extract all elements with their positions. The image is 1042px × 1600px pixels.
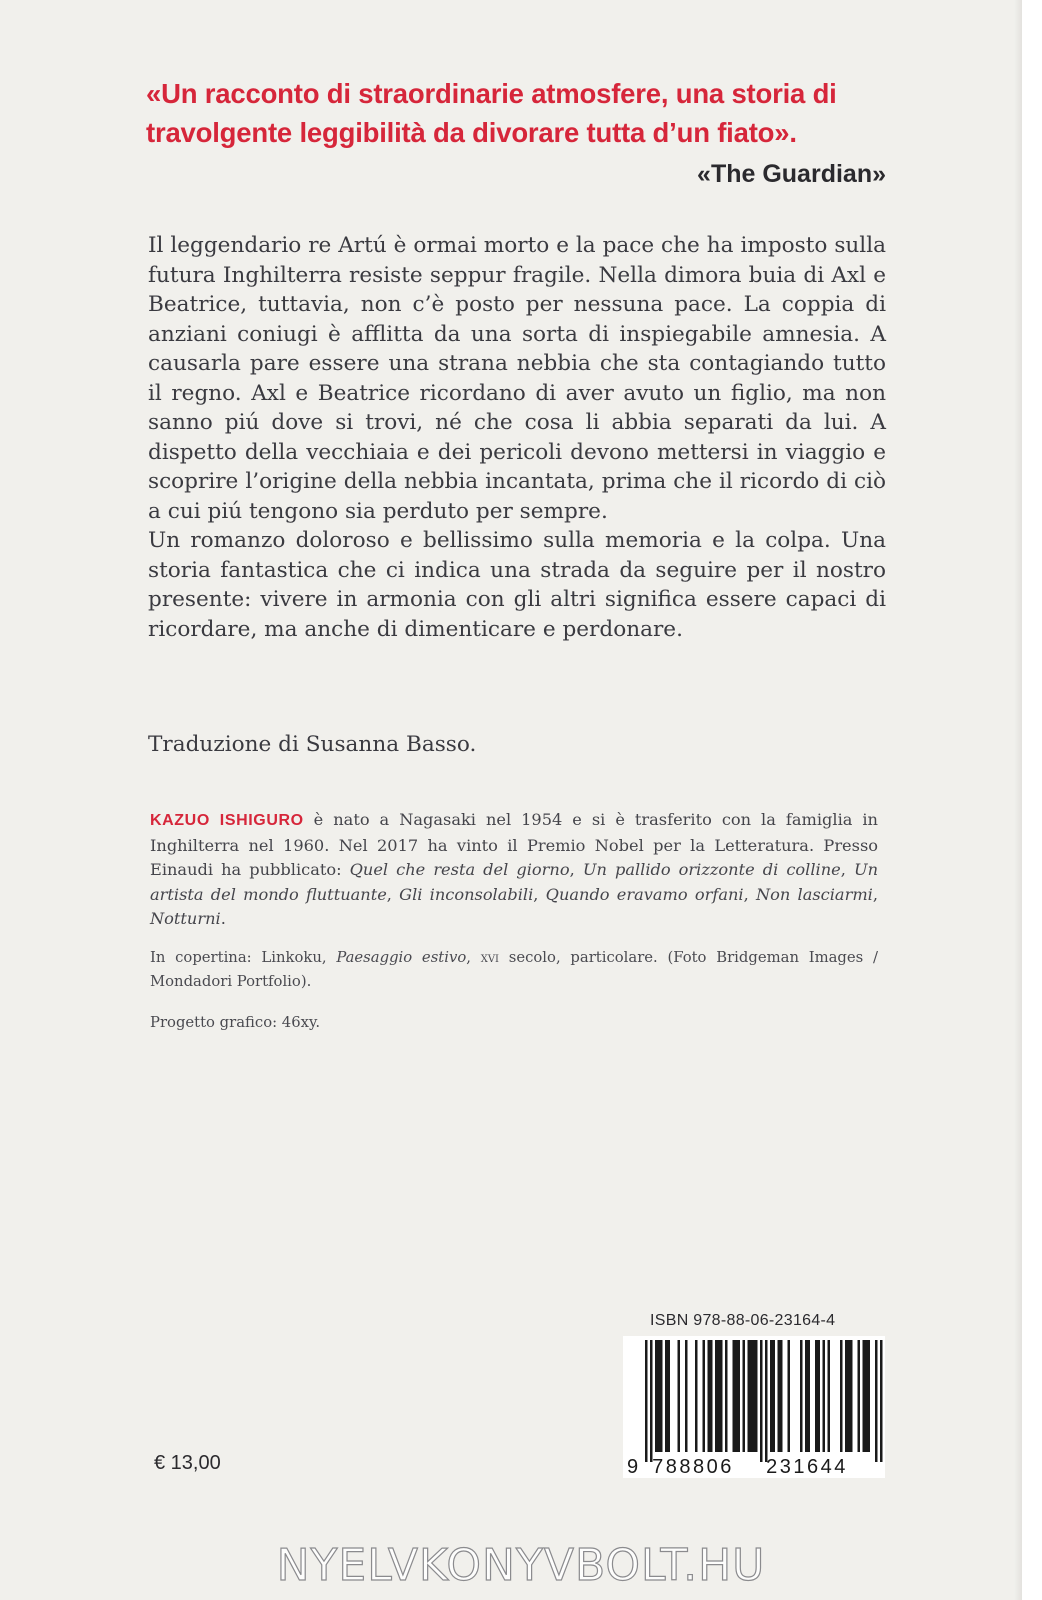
book-title: Quando eravamo orfani [545,884,744,904]
barcode-bar [818,1340,821,1452]
barcode-bar [750,1340,753,1452]
synopsis-paragraph-2: Un romanzo doloroso e bellissimo sulla memoria e la colpa. Una storia fantastica che ci indica una strada da seguire per il nostro presente: vivere in armonia con gli altri significa essere capaci di ricordare, ma anche di dimenticare e perdonare. [148,528,886,642]
barcode-bar [840,1340,843,1452]
barcode-bar [708,1340,711,1452]
book-title: Notturni [150,909,221,928]
review-quote-source: «The Guardian» [697,160,886,188]
barcode-bar [800,1340,803,1452]
barcode-bar [743,1340,746,1452]
barcode-bar [858,1340,861,1452]
isbn-label: ISBN 978-88-06-23164-4 [650,1312,836,1329]
barcode-bar [760,1340,763,1462]
barcode-bar [815,1340,818,1452]
barcode-bar [765,1340,768,1462]
cover-artwork-title: Paesaggio estivo [336,949,467,966]
barcode-bar [808,1340,811,1452]
barcode-bar [753,1340,756,1452]
book-title: Quel che resta del giorno [349,860,570,879]
barcode-bar [823,1340,826,1452]
review-quote [146,74,876,152]
barcode-bar [848,1340,851,1452]
barcode-bar [720,1340,723,1452]
barcode-bar [703,1340,706,1452]
barcode-bar [880,1340,883,1462]
review-quote-line-2: travolgente leggibilità da divorare tutta d’un fiato». [146,117,797,148]
barcode-bar [845,1340,848,1452]
barcode-bar [865,1340,868,1452]
barcode-bar [685,1340,688,1452]
barcode-bar [658,1340,661,1452]
barcode-bar [725,1340,728,1452]
barcode-bar [660,1340,663,1452]
barcode-graphic [623,1336,885,1478]
barcode-bar [655,1340,658,1452]
cover-image-credit: In copertina: Linkoku, Paesaggio estivo, xvi secolo, particolare. (Foto Bridgeman Images / Mondadori Portfolio). [150,949,878,990]
barcode-bar [695,1340,698,1452]
barcode-bar [738,1340,741,1452]
book-title: Gli inconsolabili [399,884,534,904]
barcode-bar [733,1340,736,1452]
barcode-bar [755,1340,758,1452]
review-quote-line-1: «Un racconto di straordinarie atmosfere, una storia di [146,78,837,109]
barcode-bar [788,1340,791,1452]
barcode-bar [875,1340,878,1462]
price: € 13,00 [154,1452,221,1474]
watermark: NYELVKONYVBOLT.HU [276,1540,766,1591]
barcode-bar [868,1340,871,1452]
barcode-bar [850,1340,853,1452]
barcode-bar [645,1340,648,1462]
barcode-bar [770,1340,773,1452]
barcode-digits-left: 788806 [652,1456,734,1478]
author-name: KAZUO ISHIGURO [150,812,304,829]
author-bio-text: è nato a Nagasaki nel 1954 e si è trasferito con la famiglia in Inghilterra nel 1960. Nel 2017 ha vinto il Premio Nobel per la Letteratura. Presso Einaudi ha pubblicato: [150,810,878,879]
barcode-bar [678,1340,681,1452]
author-bio: KAZUO ISHIGURO è nato a Nagasaki nel 1954 e si è trasferito con la famiglia in Inghilterra nel 1960. Nel 2017 ha vinto il Premio Nobel per la Letteratura. Presso Einaudi ha pubblicato: Quel che resta del giorno, Un pallido orizzonte di colline, Un artista del mondo fluttuante, Gli inconsolabili, Quando eravamo orfani, Non lasciarmi, Notturni. [150,810,879,928]
barcode-bar [650,1340,653,1462]
synopsis-paragraph-1: Il leggendario re Artú è ormai morto e la pace che ha imposto sulla futura Inghilterra resiste seppur fragile. Nella dimora buia di Axl e Beatrice, tuttavia, non c’è posto per nessuna pace. La coppia di anziani coniugi è afflitta da una sorta di inspiegabile amnesia. A causarla pare essere una strana nebbia che sta contagiando tutto il regno. Axl e Beatrice ricordano di aver avuto un figlio, ma non sanno piú dove si trovi, né che cosa li abbia separati da lui. A dispetto della vecchiaia e dei pericoli devono mettersi in viaggio e scoprire l’origine della nebbia incantata, prima che il ricordo di ciò a cui piú tengono sia perduto per sempre. [148,233,886,524]
barcode-digits-right: 231644 [766,1456,848,1478]
translation-credit: Traduzione di Susanna Basso. [148,732,477,757]
synopsis [148,231,886,644]
barcode-bar [668,1340,671,1452]
barcode-bar [735,1340,738,1452]
cover-edge-shadow [1014,0,1022,1600]
barcode-bar [710,1340,713,1452]
cover-artwork-century: xvi [480,949,499,966]
barcode-bar [828,1340,831,1452]
book-title: Non lasciarmi [755,884,873,904]
barcode-bar [718,1340,721,1452]
barcode-bar [805,1340,808,1452]
barcode-bar [863,1340,866,1452]
page-edge [1022,0,1042,1600]
graphic-design-credit: Progetto grafico: 46xy. [150,1014,321,1031]
barcode-bar [665,1340,668,1452]
barcode-bar [778,1340,781,1452]
barcode-bar [773,1340,776,1452]
book-title: Un artista del mondo fluttuante [150,860,879,904]
barcode-bar [780,1340,783,1452]
barcode-digit-first: 9 [627,1456,639,1478]
barcode-bar [748,1340,751,1452]
isbn-barcode [623,1336,885,1478]
barcode-bar [715,1340,718,1452]
book-title: Un pallido orizzonte di colline [582,860,841,879]
